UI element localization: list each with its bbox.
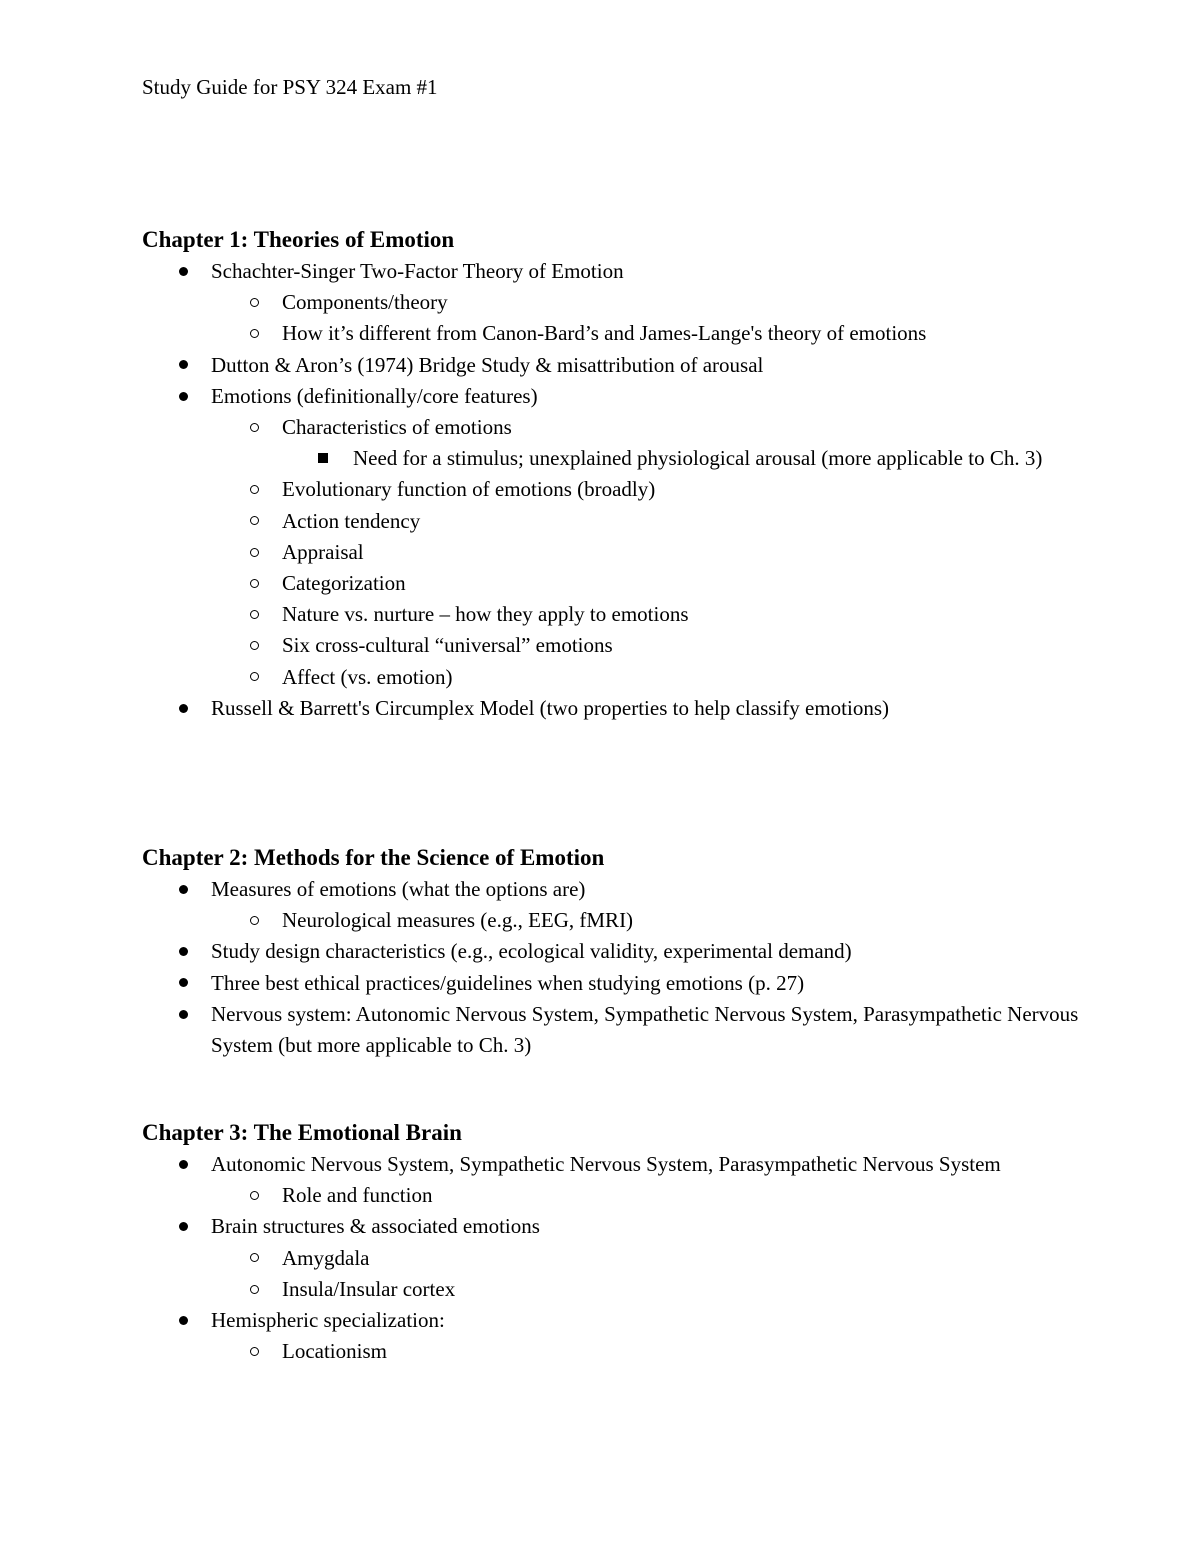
bullet-dot-icon xyxy=(179,381,188,412)
outline-item-text: Action tendency xyxy=(282,508,421,533)
outline-item-text: Autonomic Nervous System, Sympathetic Nervous System, Parasympathetic Nervous System xyxy=(211,1152,1001,1176)
outline-item-level-1 xyxy=(142,381,1102,412)
outline-item-level-2 xyxy=(142,474,1102,505)
outline-item-text: Dutton & Aron’s (1974) Bridge Study & misattribution of arousal xyxy=(211,352,764,377)
outline-item-text: Six cross-cultural “universal” emotions xyxy=(282,633,613,658)
outline-item-text: Role and function xyxy=(282,1183,433,1208)
outline-item-level-2 xyxy=(142,1180,1102,1211)
outline-item-text: Affect (vs. emotion) xyxy=(282,664,453,689)
bullet-dot-icon xyxy=(179,874,188,905)
outline-item-text: Russell & Barrett's Circumplex Model (two properties to help classify emotions) xyxy=(211,695,889,720)
bullet-circle-icon xyxy=(250,287,259,318)
outline-item-text: Nature vs. nurture – how they apply to emotions xyxy=(282,602,689,627)
outline-item-level-2 xyxy=(142,537,1102,568)
outline-item-level-2 xyxy=(142,412,1102,443)
chapter-title: Chapter 2: Methods for the Science of Emotion xyxy=(142,845,605,870)
bullet-dot-icon xyxy=(179,693,188,724)
outline-item-text: Nervous system: Autonomic Nervous System, Sympathetic Nervous System, Parasympathetic Nervous System (but more applicable to Ch. 3) xyxy=(211,1001,1079,1058)
outline-item-text: Measures of emotions (what the options are) xyxy=(211,877,586,901)
outline-item-level-2 xyxy=(142,1336,1102,1367)
bullet-circle-icon xyxy=(250,412,259,443)
outline-item-text: Evolutionary function of emotions (broadly) xyxy=(282,477,656,502)
outline-item-level-3 xyxy=(142,443,1102,474)
bullet-circle-icon xyxy=(250,537,259,568)
outline-item-level-1 xyxy=(142,1305,1102,1336)
bullet-dot-icon xyxy=(179,1149,188,1180)
outline-item-level-1 xyxy=(142,968,1102,999)
bullet-circle-icon xyxy=(250,568,259,599)
chapter-outline xyxy=(142,1149,1102,1367)
bullet-circle-icon xyxy=(250,662,259,693)
outline-item-text: Schachter-Singer Two-Factor Theory of Emotion xyxy=(211,259,624,283)
outline-item-text: Categorization xyxy=(282,571,406,596)
outline-item-level-2 xyxy=(142,287,1102,318)
outline-item-level-1 xyxy=(142,1149,1102,1180)
outline-item-level-2 xyxy=(142,599,1102,630)
outline-item-level-2 xyxy=(142,568,1102,599)
outline-item-text: Neurological measures (e.g., EEG, fMRI) xyxy=(282,908,634,933)
bullet-dot-icon xyxy=(179,999,188,1030)
chapter-outline xyxy=(142,874,1102,1061)
bullet-square-icon xyxy=(318,443,328,474)
outline-item-text: Hemispheric specialization: xyxy=(211,1308,445,1333)
outline-item-level-1 xyxy=(142,1211,1102,1242)
outline-item-level-2 xyxy=(142,662,1102,693)
bullet-dot-icon xyxy=(179,1211,188,1242)
outline-item-level-1 xyxy=(142,256,1102,287)
outline-item-text: Study design characteristics (e.g., ecological validity, experimental demand) xyxy=(211,939,852,964)
outline-item-level-2 xyxy=(142,318,1102,349)
outline-item-text: Emotions (definitionally/core features) xyxy=(211,383,538,408)
outline-item-text: Need for a stimulus; unexplained physiological arousal (more applicable to Ch. 3) xyxy=(353,446,1043,471)
chapter-1-section xyxy=(142,224,1102,724)
bullet-circle-icon xyxy=(250,1180,259,1211)
bullet-circle-icon xyxy=(250,905,259,936)
outline-item-level-2 xyxy=(142,1243,1102,1274)
outline-item-level-1 xyxy=(142,693,1102,724)
bullet-dot-icon xyxy=(179,256,188,287)
outline-item-text: Brain structures & associated emotions xyxy=(211,1214,540,1239)
outline-item-level-2 xyxy=(142,630,1102,661)
outline-item-level-2 xyxy=(142,506,1102,537)
outline-item-text: How it’s different from Canon-Bard’s and James-Lange's theory of emotions xyxy=(282,321,927,346)
bullet-dot-icon xyxy=(179,1305,188,1336)
bullet-circle-icon xyxy=(250,1274,259,1305)
outline-item-text: Insula/Insular cortex xyxy=(282,1276,456,1301)
chapter-outline xyxy=(142,256,1102,724)
bullet-circle-icon xyxy=(250,599,259,630)
bullet-circle-icon xyxy=(250,318,259,349)
chapter-3-section xyxy=(142,1117,1102,1367)
bullet-circle-icon xyxy=(250,1336,259,1367)
document-header: Study Guide for PSY 324 Exam #1 xyxy=(142,75,438,99)
outline-item-text: Locationism xyxy=(282,1339,387,1364)
outline-item-text: Characteristics of emotions xyxy=(282,415,512,440)
bullet-dot-icon xyxy=(179,936,188,967)
bullet-circle-icon xyxy=(250,630,259,661)
bullet-circle-icon xyxy=(250,474,259,505)
outline-item-level-1 xyxy=(142,999,1102,1061)
bullet-circle-icon xyxy=(250,506,259,537)
bullet-dot-icon xyxy=(179,350,188,381)
outline-item-level-1 xyxy=(142,936,1102,967)
chapter-title: Chapter 1: Theories of Emotion xyxy=(142,227,455,252)
bullet-circle-icon xyxy=(250,1243,259,1274)
outline-item-text: Appraisal xyxy=(282,539,364,564)
bullet-dot-icon xyxy=(179,968,188,999)
outline-item-level-2 xyxy=(142,1274,1102,1305)
outline-item-level-1 xyxy=(142,874,1102,905)
chapter-title: Chapter 3: The Emotional Brain xyxy=(142,1120,462,1145)
outline-item-level-1 xyxy=(142,350,1102,381)
outline-item-text: Components/theory xyxy=(282,290,448,315)
outline-item-text: Three best ethical practices/guidelines when studying emotions (p. 27) xyxy=(211,970,805,995)
outline-item-level-2 xyxy=(142,905,1102,936)
outline-item-text: Amygdala xyxy=(282,1245,370,1270)
chapter-2-section xyxy=(142,842,1102,1061)
